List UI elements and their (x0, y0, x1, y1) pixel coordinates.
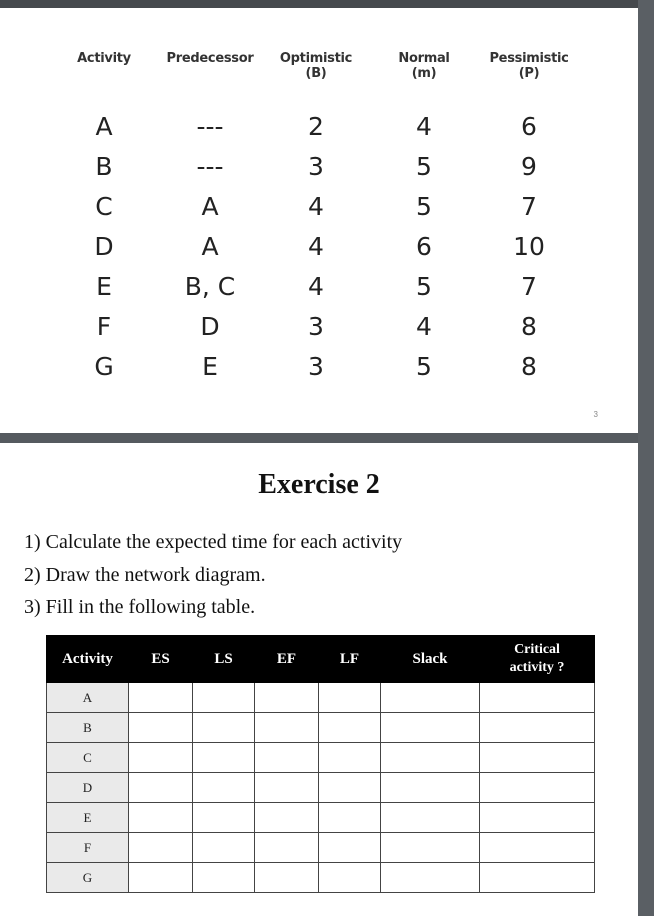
activity-cell: A (47, 683, 129, 713)
t1-cell: 4 (416, 112, 432, 141)
empty-cell (129, 833, 193, 863)
t1-cell: 3 (308, 352, 324, 381)
empty-cell (129, 863, 193, 893)
header-ls: LS (193, 636, 255, 683)
t1-cell: 9 (521, 152, 537, 181)
table-row (47, 743, 595, 773)
header-slack: Slack (381, 636, 480, 683)
t1-cell: 8 (521, 352, 537, 381)
viewer-scrollbar-track[interactable] (638, 0, 654, 916)
empty-cell (319, 713, 381, 743)
t1-cell: 4 (308, 232, 324, 261)
t1-header-0 (69, 51, 139, 66)
t1-header-3 (384, 51, 464, 81)
t1-cell: 4 (308, 272, 324, 301)
t1-header-4 (479, 51, 579, 81)
document-page-1 (0, 8, 638, 433)
empty-cell (193, 683, 255, 713)
empty-cell (319, 743, 381, 773)
header-ef: EF (255, 636, 319, 683)
t1-cell: 5 (416, 352, 432, 381)
instruction-2: 2) Draw the network diagram. (24, 564, 266, 586)
activity-cell: E (47, 803, 129, 833)
t1-header-line1: Pessimistic (489, 51, 569, 66)
header-es: ES (129, 636, 193, 683)
instruction-1: 1) Calculate the expected time for each activity (24, 531, 403, 553)
empty-cell (255, 803, 319, 833)
activity-cell: D (47, 773, 129, 803)
t1-cell: A (201, 232, 219, 261)
t1-cell: D (94, 232, 114, 261)
t1-header-line1: Activity (77, 51, 131, 66)
empty-cell (193, 863, 255, 893)
t1-cell: 7 (521, 272, 537, 301)
empty-cell (193, 773, 255, 803)
t1-cell: --- (196, 152, 224, 181)
empty-cell (255, 713, 319, 743)
empty-cell (129, 773, 193, 803)
t1-cell: 5 (416, 192, 432, 221)
table-row (47, 773, 595, 803)
t1-header-line2: (B) (305, 66, 327, 81)
t1-header-line1: Normal (398, 51, 450, 66)
empty-cell (129, 683, 193, 713)
empty-cell (381, 833, 480, 863)
empty-cell (480, 743, 595, 773)
empty-cell (381, 743, 480, 773)
empty-cell (319, 773, 381, 803)
empty-cell (480, 683, 595, 713)
empty-cell (129, 803, 193, 833)
instruction-3: 3) Fill in the following table. (24, 596, 256, 618)
activity-cell: F (47, 833, 129, 863)
t1-header-2 (271, 51, 361, 81)
empty-cell (255, 743, 319, 773)
t1-header-line2: (P) (518, 66, 540, 81)
t1-cell: B (95, 152, 113, 181)
exercise-title: Exercise 2 (258, 469, 380, 500)
header-critical-activity: Critical activity ? (480, 636, 595, 683)
t1-cell: F (96, 312, 112, 341)
t1-cell: D (200, 312, 220, 341)
empty-cell (255, 833, 319, 863)
activity-cell: B (47, 713, 129, 743)
empty-cell (480, 773, 595, 803)
t1-cell: B, C (184, 272, 236, 301)
t1-header-line1: Predecessor (166, 51, 254, 66)
t1-cell: C (95, 192, 113, 221)
empty-cell (381, 683, 480, 713)
table-row (47, 803, 595, 833)
t1-cell: 3 (308, 312, 324, 341)
t1-cell: 5 (416, 152, 432, 181)
document-page-2 (0, 443, 638, 916)
t1-cell: 3 (308, 152, 324, 181)
empty-cell (193, 833, 255, 863)
empty-cell (193, 803, 255, 833)
t1-cell: G (94, 352, 114, 381)
empty-cell (129, 743, 193, 773)
table-row (47, 833, 595, 863)
empty-cell (480, 713, 595, 743)
table-row (47, 683, 595, 713)
table-row (47, 713, 595, 743)
t1-cell: A (201, 192, 219, 221)
empty-cell (381, 863, 480, 893)
t1-cell: --- (196, 112, 224, 141)
schedule-table-header-row (47, 636, 595, 683)
empty-cell (381, 803, 480, 833)
header-lf: LF (319, 636, 381, 683)
page-number: 3 (593, 410, 598, 419)
t1-cell: 10 (513, 232, 545, 261)
empty-cell (319, 803, 381, 833)
empty-cell (193, 713, 255, 743)
empty-cell (381, 773, 480, 803)
activity-cell: G (47, 863, 129, 893)
empty-cell (480, 803, 595, 833)
t1-cell: 6 (521, 112, 537, 141)
viewer-top-strip (0, 0, 654, 8)
t1-cell: 7 (521, 192, 537, 221)
t1-cell: 4 (416, 312, 432, 341)
schedule-table (46, 635, 595, 893)
empty-cell (319, 683, 381, 713)
empty-cell (193, 743, 255, 773)
t1-cell: 8 (521, 312, 537, 341)
t1-cell: E (96, 272, 112, 301)
empty-cell (381, 713, 480, 743)
empty-cell (255, 683, 319, 713)
t1-cell: A (95, 112, 113, 141)
header-activity: Activity (47, 636, 129, 683)
empty-cell (319, 833, 381, 863)
empty-cell (480, 863, 595, 893)
empty-cell (255, 773, 319, 803)
t1-header-1 (160, 51, 260, 66)
t1-cell: E (202, 352, 218, 381)
t1-cell: 6 (416, 232, 432, 261)
empty-cell (255, 863, 319, 893)
t1-cell: 4 (308, 192, 324, 221)
t1-cell: 5 (416, 272, 432, 301)
t1-header-line2: (m) (411, 66, 437, 81)
empty-cell (319, 863, 381, 893)
empty-cell (480, 833, 595, 863)
t1-cell: 2 (308, 112, 324, 141)
t1-header-line1: Optimistic (279, 51, 353, 66)
table-row (47, 863, 595, 893)
activity-cell: C (47, 743, 129, 773)
empty-cell (129, 713, 193, 743)
